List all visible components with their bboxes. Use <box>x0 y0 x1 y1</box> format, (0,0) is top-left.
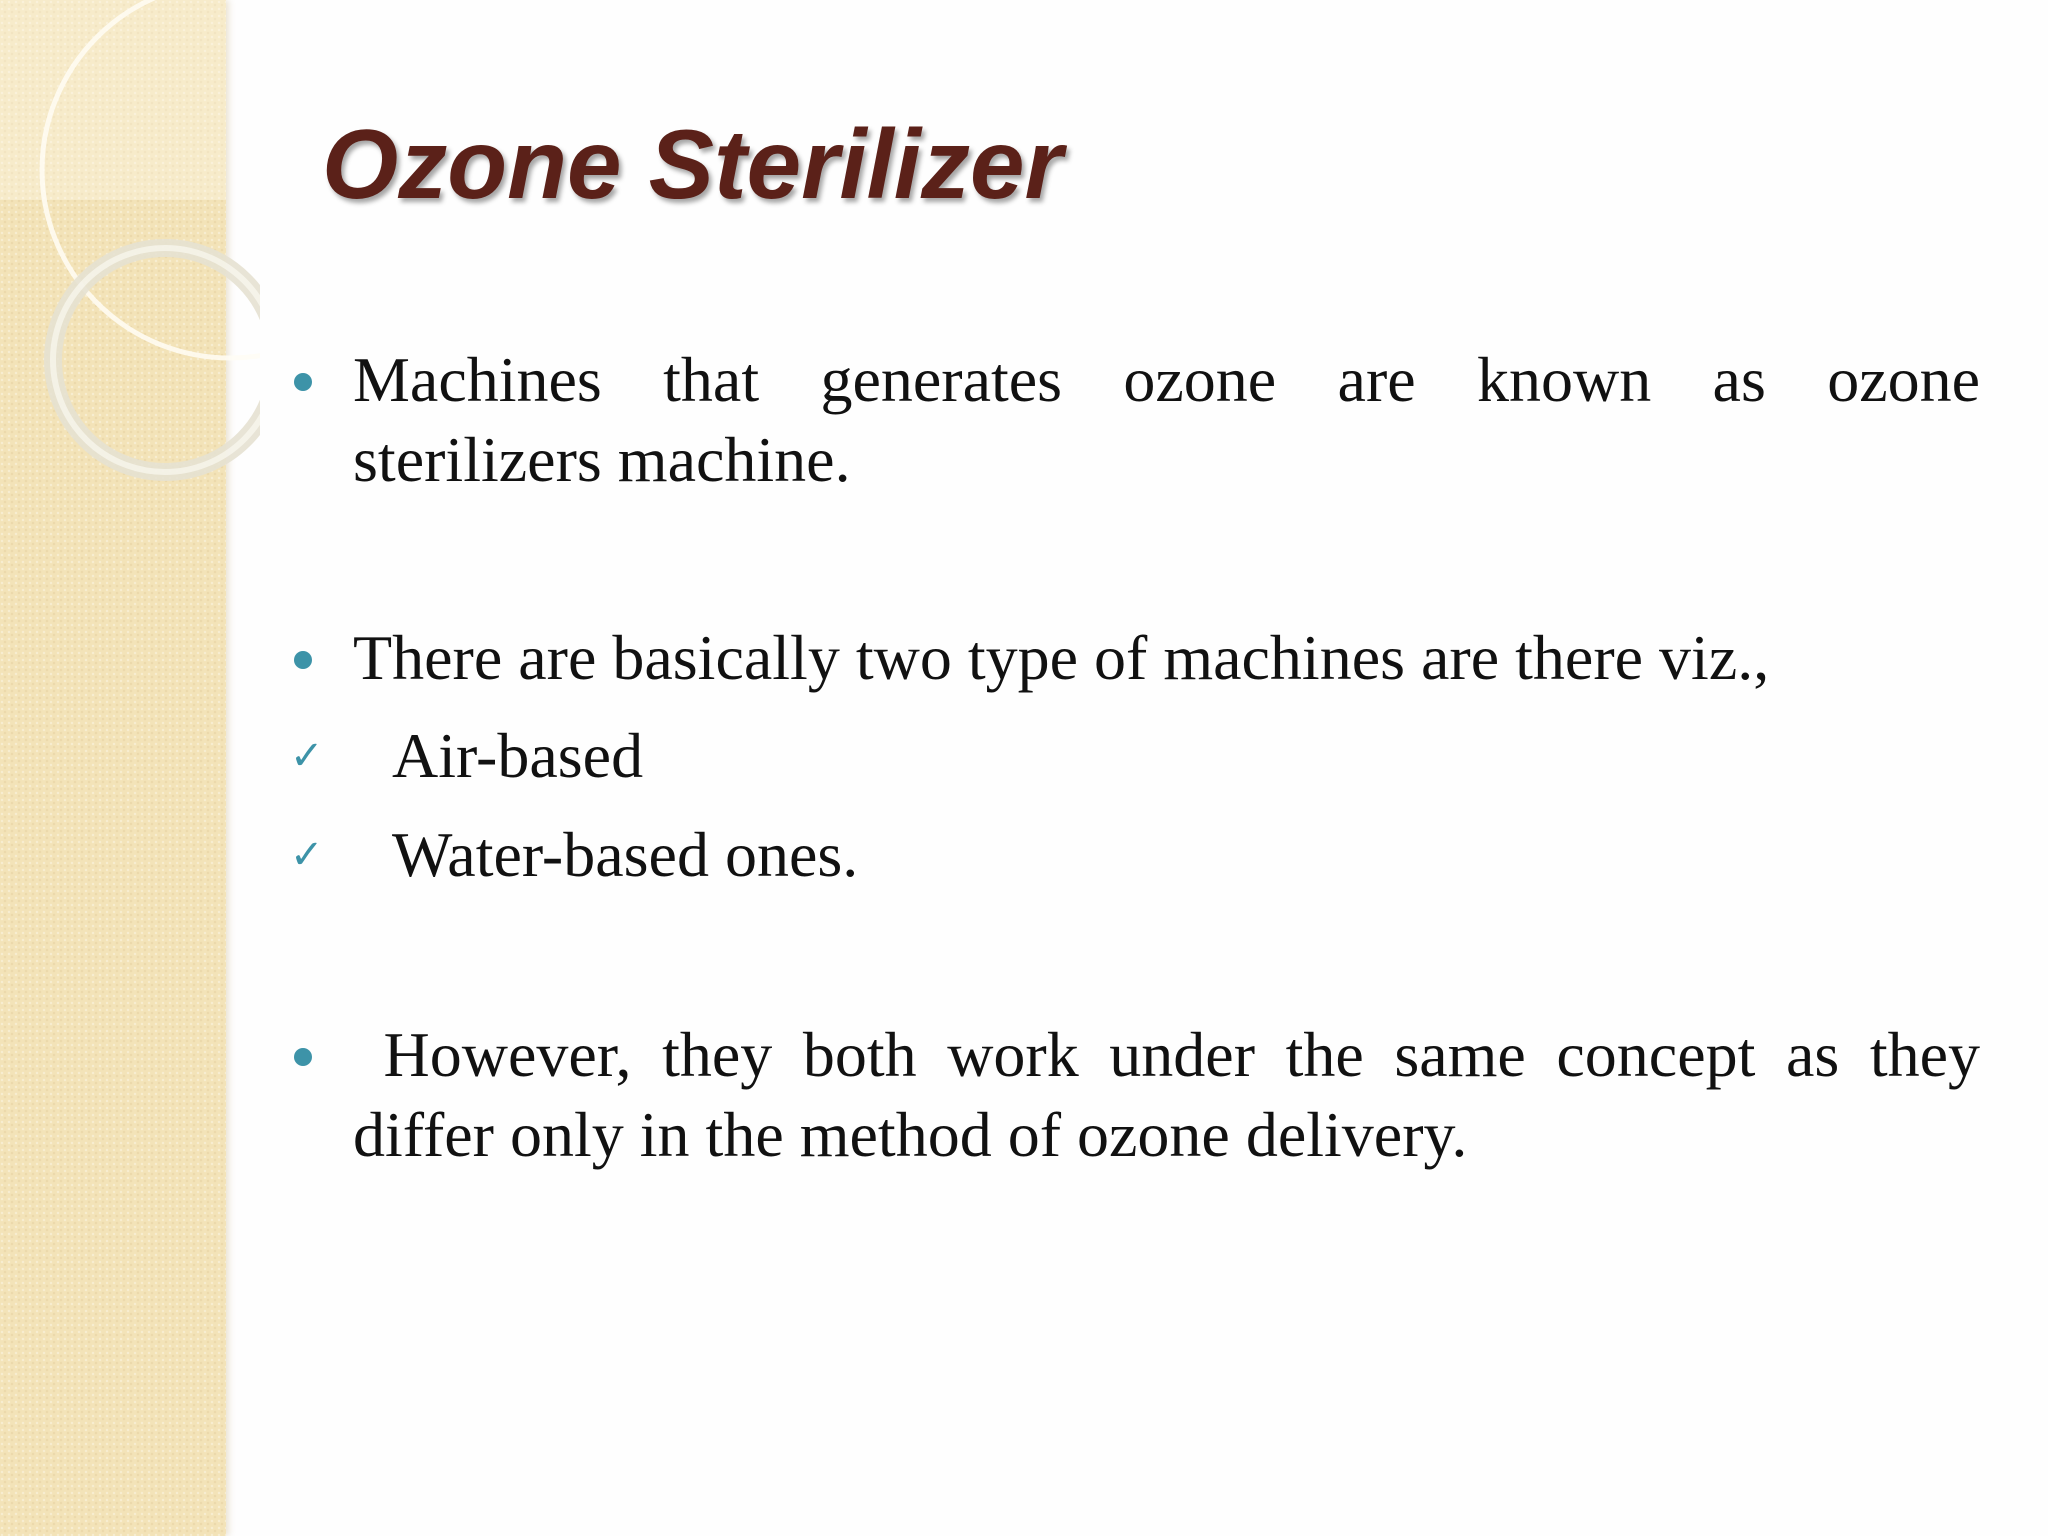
bullet-text <box>353 340 1980 500</box>
bullet-text <box>353 1015 1980 1175</box>
checkmark-icon: ✓ <box>290 832 324 878</box>
bullet-line: sterilizers machine. <box>353 424 851 495</box>
check-text: Air-based <box>392 720 644 791</box>
bullet-text: There are basically two type of machines are there viz., <box>353 622 1770 693</box>
bullet-line: Machines that generates ozone are known as ozone <box>353 344 1980 415</box>
check-text: Water-based ones. <box>392 819 859 890</box>
dot-bullet-icon <box>294 373 312 391</box>
bullet-line: differ only in the method of ozone delivery. <box>353 1099 1468 1170</box>
bullet-line: However, they both work under the same concept as they <box>353 1019 1980 1090</box>
checkmark-icon: ✓ <box>290 733 324 779</box>
dot-bullet-icon <box>294 651 312 669</box>
dot-bullet-icon <box>294 1048 312 1066</box>
decorative-rings-icon <box>0 0 260 520</box>
slide-title: Ozone Sterilizer <box>322 109 1063 219</box>
